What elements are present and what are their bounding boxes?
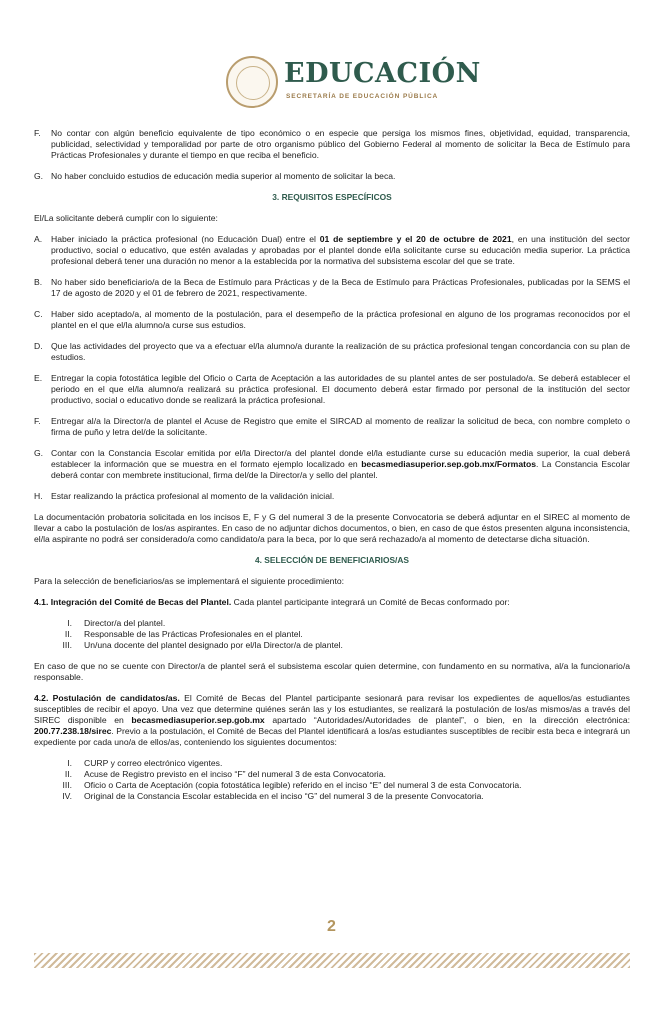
list-item [34,780,630,791]
roman-numeral: I. [67,618,72,628]
document-body [34,128,630,812]
item-text: . La Constancia Escolar deberá contar con membrete institucional, firma del/de la Director/a y sello del plantel. [51,459,631,480]
list-item [34,171,630,182]
list-marker: G. [34,171,44,181]
subsection-4-1 [34,597,630,608]
requirement-item [34,448,630,481]
item-text: Haber iniciado la práctica profesional (no Educación Dual) entre el [51,234,320,244]
section-3-closing: La documentación probatoria solicitada en los incisos E, F y G del numeral 3 de la presente Convocatoria se deberá adjuntar en el SIREC al momento de llevar a cabo la postulación de los/as aspirantes. En caso de no adjuntar dichos documentos, o bien, en caso de que éstos presenten alguna inconsistencia, el/la aspirante no podrá ser considerado/a como candidato/a para la beca, por lo que será rechazado/a al momento de detectarse dicha situación. [34,512,630,544]
list-marker: H. [34,491,43,501]
subsection-4-1-note: En caso de que no se cuente con Director/a de plantel será el subsistema escolar quien determine, con fundamento en su normativa, al/a la funcionario/a responsable. [34,661,630,682]
list-item [34,128,630,161]
item-text: Estar realizando la práctica profesional al momento de la validación inicial. [51,491,335,501]
list-item [34,769,630,780]
list-item [34,791,630,802]
sirec-link[interactable]: 200.77.238.18/sirec [34,726,112,736]
section-4-title: 4. SELECCIÓN DE BENEFICIARIOS/AS [254,555,410,565]
requirement-item [34,277,630,299]
requirement-item [34,341,630,363]
list-item [34,758,630,769]
list-item [34,629,630,640]
item-text: Contar con la Constancia Escolar emitida por el/la Director/a del plantel donde el/la estudiante curse su educación media superior, la cual deberá establecer la información que se muestra en el formato ejemplo localizado en [51,448,630,469]
subsection-4-2-text-2: apartado “Autoridades/Autoridades de plantel”, o bien, en la dirección electrónica: [264,715,631,725]
decorative-pattern-band [34,953,630,968]
item-text: No contar con algún beneficio equivalente de tipo económico o en especie que persiga los mismos fines, objetividad, equidad, transparencia, publicidad, selectividad y temporalidad por parte de otro organismo público del Gobierno Federal al momento de solicitar la Beca de Estímulo para Prácticas Profesionales y durante el tiempo en que reciba el beneficio. [51,128,630,160]
list-marker: F. [34,416,41,426]
roman-numeral: I. [67,758,72,768]
item-text: , en una institución del sector productivo, social o educativo, que estén avaladas y aprobadas por el plantel donde el/la solicitante curse su educación media superior. La práctica profesional deberá tener una duración no menor a la establecida por la normativa del subsistema escolar del que se trate. [51,234,631,266]
item-text: Responsable de las Prácticas Profesionales en el plantel. [84,629,303,639]
committee-members-list [34,618,630,651]
roman-numeral: III. [62,780,72,790]
list-marker: D. [34,341,43,351]
subsection-4-2-heading: 4.2. Postulación de candidatos/as. [34,693,180,703]
list-item [34,618,630,629]
page-number: 2 [327,918,336,935]
subsection-4-2-text-3: . Previo a la postulación, el Comité de Becas del Plantel identificará a los/as estudiantes susceptibles de recibir esta beca e integrará un expediente por cada uno/a de ellos/as, conteniendo los siguientes documentos: [34,726,630,747]
list-marker: B. [34,277,43,287]
brand-title: EDUCACIÓN [284,58,481,89]
item-text: Entregar la copia fotostática legible del Oficio o Carta de Aceptación a las autoridades de su plantel antes de ser postulado/a. Se deberá establecer el periodo en el que el/la alumno/a realizará su práctica profesional. El documento deberá estar firmado por personal de la institución del sector productivo, social o educativo donde se realizará la práctica profesional. [51,373,630,405]
subsection-4-2-text-1: El Comité de Becas del Plantel participante sesionará para revisar los expedientes de aquellos/as estudiantes susceptibles de recibir el apoyo. Una vez que determine quiénes serán las y los estudiantes, se realizará la postulación de los/as mismos/as a través del SIREC disponible en [34,693,630,725]
requirement-item [34,373,630,406]
list-marker: F. [34,128,41,138]
subsection-4-1-heading: 4.1. Integración del Comité de Becas del Plantel. [34,597,232,607]
roman-numeral: II. [64,629,72,639]
subsection-4-1-text: Cada plantel participante integrará un Comité de Becas conformado por: [231,597,510,607]
bold-text: becasmediasuperior.sep.gob.mx/Formatos [361,459,536,469]
item-text: Un/una docente del plantel designado por el/la Director/a de plantel. [84,640,343,650]
mexican-eagle-seal-icon [226,56,278,108]
item-text: Original de la Constancia Escolar establecida en el inciso “G” del numeral 3 de la presente Convocatoria. [84,791,484,801]
section-4-intro: Para la selección de beneficiarios/as se implementará el siguiente procedimiento: [34,576,345,586]
roman-numeral: III. [62,640,72,650]
list-marker: E. [34,373,43,383]
requirement-item [34,491,630,502]
section-3-intro: El/La solicitante deberá cumplir con lo siguiente: [34,213,218,223]
list-marker: A. [34,234,43,244]
documents-list [34,758,630,802]
section-3-title: 3. REQUISITOS ESPECÍFICOS [272,192,392,202]
bold-text: 01 de septiembre y el 20 de octubre de 2021 [319,234,512,244]
requirements-list [34,234,630,502]
requirement-item [34,234,630,267]
sep-link[interactable]: becasmediasuperior.sep.gob.mx [131,715,265,725]
previous-list [34,128,630,182]
brand-subtitle: SECRETARÍA DE EDUCACIÓN PÚBLICA [286,93,439,100]
item-text: No haber concluido estudios de educación media superior al momento de solicitar la beca. [51,171,396,181]
item-text: Oficio o Carta de Aceptación (copia fotostática legible) referido en el inciso “E” del numeral 3 de esta Convocatoria. [84,780,522,790]
requirement-item [34,416,630,438]
item-text: Que las actividades del proyecto que va a efectuar el/la alumno/a durante la realización de su práctica profesional tengan concordancia con su plan de estudios. [51,341,630,362]
list-item [34,640,630,651]
header [226,56,486,112]
subsection-4-2 [34,693,630,748]
item-text: Entregar al/a la Director/a de plantel el Acuse de Registro que emite el SIRCAD al momento de realizar la solicitud de beca, con nombre completo o firma de puño y letra del/de la solicitante. [51,416,630,437]
item-text: Director/a del plantel. [84,618,166,628]
item-text: No haber sido beneficiario/a de la Beca de Estímulo para Prácticas y de la Beca de Estímulo para Prácticas Profesionales, publicadas por la SEMS el 17 de agosto de 2020 y el 01 de febrero de 2021, respectivamente. [51,277,630,298]
item-text: Haber sido aceptado/a, al momento de la postulación, para el desempeño de la práctica profesional en alguno de los programas reconocidos por el plantel en el que el/la alumno/a curse sus estudios. [51,309,630,330]
requirement-item [34,309,630,331]
item-text: CURP y correo electrónico vigentes. [84,758,223,768]
item-text: Acuse de Registro previsto en el inciso “F” del numeral 3 de esta Convocatoria. [84,769,386,779]
list-marker: C. [34,309,43,319]
roman-numeral: II. [64,769,72,779]
list-marker: G. [34,448,44,458]
roman-numeral: IV. [62,791,72,801]
